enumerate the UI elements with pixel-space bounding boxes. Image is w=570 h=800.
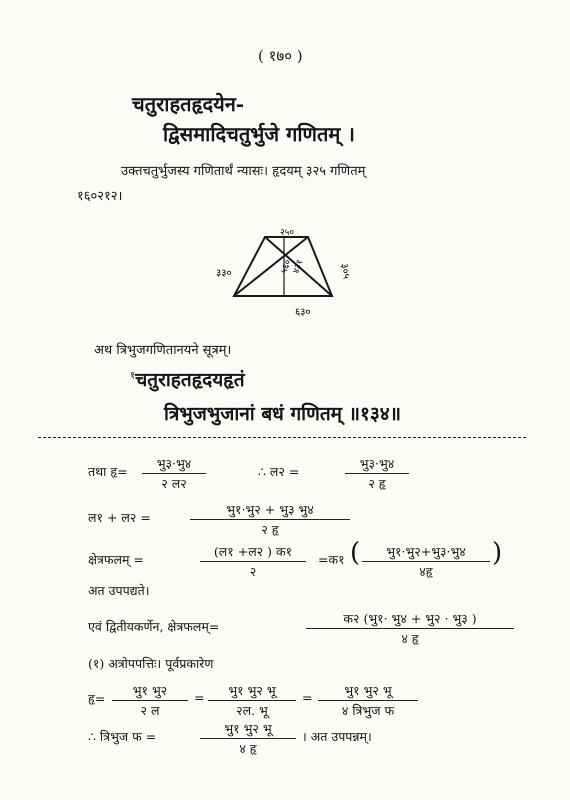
math-l3-lhs: क्षेत्रफलम् =	[88, 552, 144, 567]
math-l1-lhs: तथा हृ=	[88, 464, 128, 479]
verse-line-1-text: चतुराहतहृदयहृतं	[135, 369, 245, 391]
math-l8-frac	[200, 720, 296, 757]
math-l5-frac	[306, 610, 514, 647]
figure-diagonal-label-2: ४३१	[291, 258, 306, 276]
math-l7c-frac	[318, 682, 418, 719]
figure-top-label: २५०	[280, 228, 295, 238]
figure-bottom-label: ६३०	[295, 307, 311, 318]
heading-line-1: चतुराहतहृदयेन-	[132, 92, 245, 116]
figure-diagonal-label-1: ५६०	[279, 258, 294, 276]
divider	[38, 437, 526, 438]
math-l2-den: २ हृ	[261, 522, 279, 537]
math-l7-eq-2: =	[302, 690, 313, 705]
math-l1-den: २ ल२	[161, 476, 187, 491]
math-l1b-den: २ हृ	[368, 476, 386, 491]
figure-left-label: ३३०	[216, 268, 232, 279]
math-l8-den: ४ हृ	[239, 741, 257, 756]
math-l8-lhs: ∴ त्रिभुज फ =	[88, 729, 157, 744]
figure-right-label: ३०५	[338, 262, 352, 280]
math-l2-frac	[190, 501, 350, 538]
math-l3-frac	[200, 543, 306, 580]
math-l1b-num: भु३·भु४	[345, 455, 409, 474]
math-l5-lhs: एवं द्वितीयकर्णेन, क्षेत्रफलम्=	[88, 619, 220, 634]
math-l7-lhs: हृ=	[88, 691, 106, 706]
page-number: ( १७० )	[258, 47, 303, 65]
math-l6: (१) अत्रोपपत्तिः। पूर्वप्रकारेण	[88, 656, 214, 671]
math-l8-num: भु१ भु२ भू	[200, 720, 296, 739]
math-l4: अत उपपद्यते।	[88, 583, 150, 598]
example-line-1: उक्तचतुर्भुजस्य गणितार्थं न्यासः। हृदयम् ३२५ गणितम्	[121, 164, 366, 179]
math-l3b-den: ४हृ	[419, 564, 433, 579]
math-l7b-num: भु१ भु२ भू	[208, 682, 296, 701]
example-line-2: १६०२१२।	[77, 189, 123, 204]
math-l3-num: (ल१ +ल२ ) क१	[200, 543, 306, 562]
math-l7b-frac	[208, 682, 296, 719]
quadrilateral-figure	[200, 220, 380, 330]
math-l7a-frac	[112, 682, 188, 719]
verse-line-1	[130, 366, 245, 392]
math-l3b-num: भु१·भु२+भु३·भु४	[362, 543, 490, 562]
math-l3b-frac	[362, 543, 490, 580]
math-l1-num: भु३·भु४	[142, 455, 206, 474]
math-l3-mid: =क१	[318, 552, 345, 567]
math-l7a-den: २ ल	[140, 703, 160, 718]
math-l1-frac	[142, 455, 206, 492]
verse-footnote-marker: १	[130, 370, 136, 382]
math-l3-open-paren: (	[350, 538, 361, 568]
verse-line-2: त्रिभुजभुजानां बधं गणितम् ॥१३४॥	[164, 403, 402, 425]
math-l3-den: २	[249, 564, 257, 579]
math-l1-mid: ∴ ल२ =	[258, 464, 300, 479]
math-l7c-den: ४ त्रिभुज फ	[341, 703, 395, 718]
heading-line-2: द्विसमादिचतुर्भुजे गणितम् ।	[163, 122, 355, 146]
math-l2-num: भु१·भु२ + भु३ भु४	[190, 501, 350, 520]
math-l5-num: क२ (भु१· भु४ + भु२ · भु३ )	[306, 610, 514, 629]
math-l1b-frac	[345, 455, 409, 492]
math-l5-den: ४ हृ	[401, 631, 419, 646]
math-l7b-den: २ल. भू	[236, 703, 268, 718]
math-l7c-num: भु१ भु२ भू	[318, 682, 418, 701]
math-l3-close-paren: )	[492, 538, 503, 568]
math-l7-eq-1: =	[194, 690, 205, 705]
math-l8-tail: । अत उपपन्नम्।	[302, 729, 372, 744]
math-l2-lhs: ल१ + ल२ =	[88, 510, 151, 525]
sutra-intro: अथ त्रिभुजगणितानयने सूत्रम्।	[94, 343, 232, 358]
math-l7a-num: भु१ भु२	[112, 682, 188, 701]
